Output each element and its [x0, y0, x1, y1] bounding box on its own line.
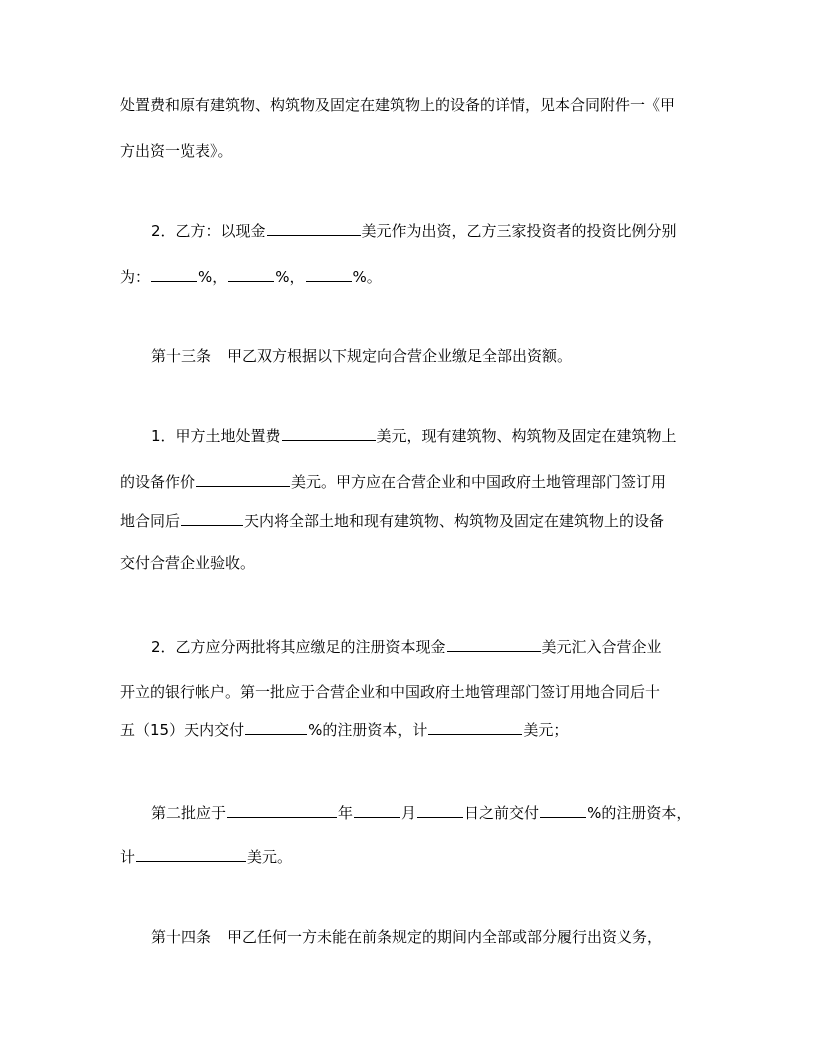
para1-line2-text: 方出资一览表》。 — [120, 142, 233, 160]
month-label: 月 — [401, 804, 417, 822]
para3-line3-suffix: 天内将全部土地和现有建筑物、构筑物及固定在建筑物上的设备 — [244, 512, 665, 530]
investor3-ratio-blank[interactable] — [306, 267, 352, 282]
para1-line1-text: 处置费和原有建筑物、构筑物及固定在建筑物上的设备的详情，见本合同附件一《甲 — [120, 96, 676, 114]
para1-line2 — [120, 139, 700, 163]
year-label: 年 — [338, 804, 354, 822]
para3-line2 — [120, 470, 700, 494]
second-batch-day-blank[interactable] — [417, 803, 463, 818]
article14-text: 甲乙任何一方未能在前条规定的期间内全部或部分履行出资义务， — [227, 928, 663, 946]
para4-line3 — [120, 718, 700, 742]
day-label: 日之前交付 — [464, 804, 540, 822]
para4-line2 — [120, 680, 700, 704]
para3-line4 — [120, 551, 700, 575]
para5-suffix: %的注册资本， — [587, 804, 692, 822]
para4-line3-prefix: 五（15）天内交付 — [120, 721, 245, 739]
pct2-label: %， — [275, 268, 305, 286]
para5-line2-prefix: 计 — [120, 848, 136, 866]
para3-line3 — [120, 509, 700, 533]
para4-line3-suffix: 美元； — [523, 721, 569, 739]
para2-line1 — [151, 219, 731, 243]
article14-line — [151, 925, 731, 949]
second-batch-month-blank[interactable] — [354, 803, 400, 818]
para3-suffix: 美元，现有建筑物、构筑物及固定在建筑物上 — [376, 427, 677, 445]
para3-prefix: 1．甲方土地处置费 — [151, 427, 281, 445]
para1-line1 — [120, 93, 700, 117]
article13-number: 第十三条 — [151, 347, 212, 365]
para2-line2 — [120, 265, 700, 289]
para5-prefix: 第二批应于 — [151, 804, 227, 822]
para5-line2-suffix: 美元。 — [247, 848, 293, 866]
first-batch-percent-blank[interactable] — [245, 720, 307, 735]
para2-suffix: 美元作为出资，乙方三家投资者的投资比例分别 — [361, 222, 677, 240]
para4-suffix: 美元汇入合营企业 — [541, 638, 662, 656]
pct1-label: %， — [198, 268, 228, 286]
land-fee-blank[interactable] — [282, 426, 376, 441]
para2-line2-prefix: 为： — [120, 268, 151, 286]
registered-cash-blank[interactable] — [447, 637, 541, 652]
equipment-value-blank[interactable] — [196, 472, 290, 487]
article14-number: 第十四条 — [151, 928, 212, 946]
article13-text: 甲乙双方根据以下规定向合营企业缴足全部出资额。 — [227, 347, 573, 365]
para2-prefix: 2．乙方：以现金 — [151, 222, 266, 240]
first-batch-amount-blank[interactable] — [428, 720, 522, 735]
para3-line2-prefix: 的设备作价 — [120, 473, 196, 491]
para3-line2-suffix: 美元。甲方应在合营企业和中国政府土地管理部门签订用 — [291, 473, 667, 491]
investor2-ratio-blank[interactable] — [228, 267, 274, 282]
delivery-days-blank[interactable] — [181, 511, 243, 526]
para4-line2-text: 开立的银行帐户。第一批应于合营企业和中国政府土地管理部门签订用地合同后十 — [120, 683, 661, 701]
investor1-ratio-blank[interactable] — [151, 267, 197, 282]
second-batch-amount-blank[interactable] — [136, 847, 246, 862]
para4-line3-mid: %的注册资本，计 — [308, 721, 428, 739]
cash-amount-blank[interactable] — [267, 221, 361, 236]
para3-line3-prefix: 地合同后 — [120, 512, 181, 530]
pct3-label: %。 — [352, 268, 382, 286]
para3-line1 — [151, 424, 731, 448]
second-batch-year-blank[interactable] — [227, 803, 337, 818]
para5-line1 — [151, 801, 731, 825]
para3-line4-text: 交付合营企业验收。 — [120, 554, 256, 572]
para4-prefix: 2．乙方应分两批将其应缴足的注册资本现金 — [151, 638, 446, 656]
para4-line1 — [151, 635, 731, 659]
second-batch-percent-blank[interactable] — [540, 803, 586, 818]
para5-line2 — [120, 845, 700, 869]
article13-line — [151, 344, 731, 368]
